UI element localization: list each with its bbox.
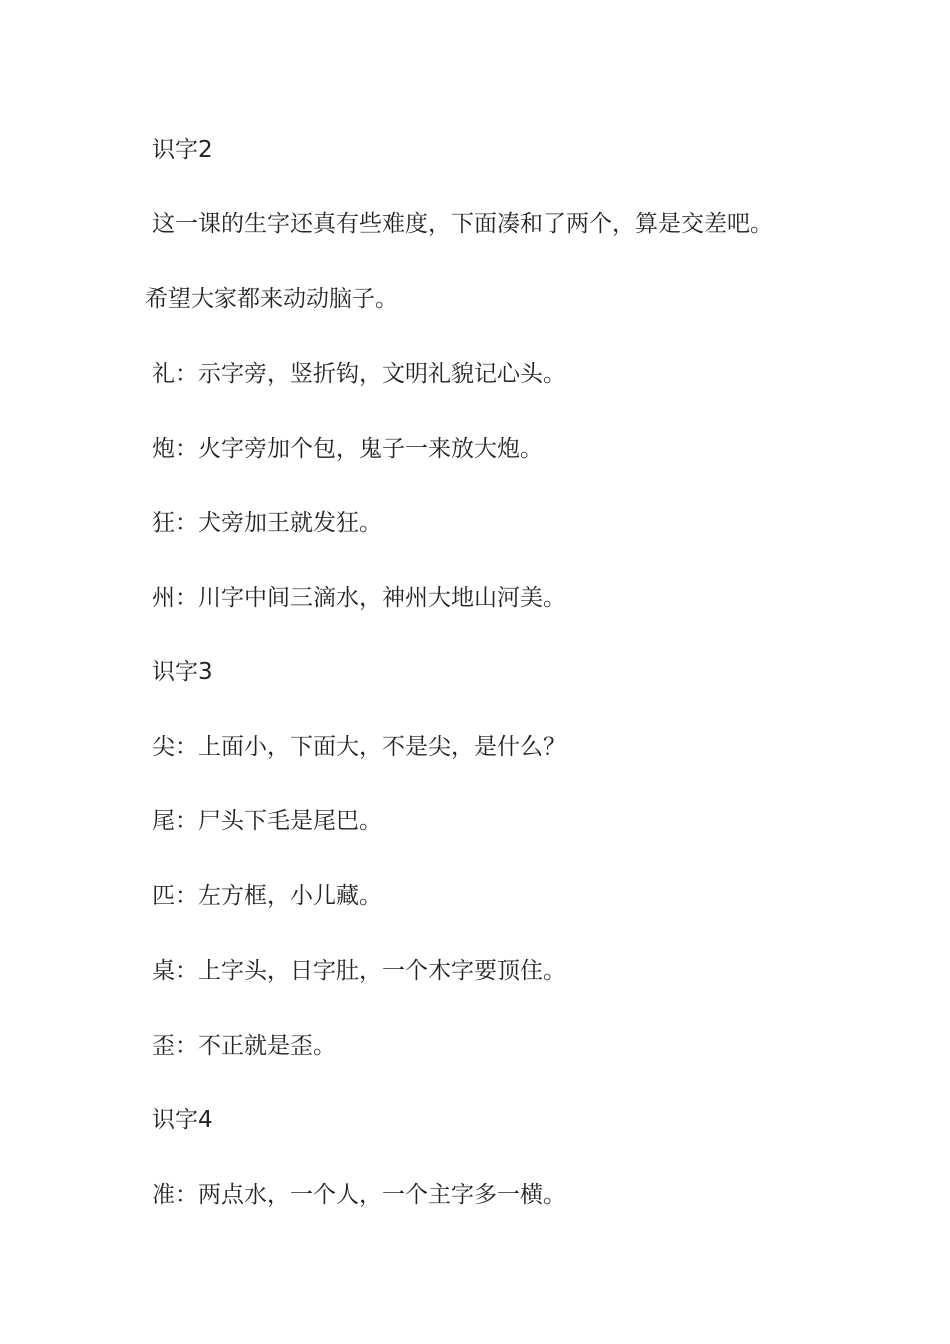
- rhyme-pao: 炮：火字旁加个包，鬼子一来放大炮。: [152, 436, 543, 462]
- section-heading-2: 识字2: [152, 137, 213, 163]
- rhyme-zhun: 准：两点水，一个人，一个主字多一横。: [152, 1182, 566, 1208]
- rhyme-kuang: 狂：犬旁加王就发狂。: [152, 510, 382, 536]
- rhyme-pi: 匹：左方框，小儿藏。: [152, 883, 382, 909]
- rhyme-wei: 尾：尸头下毛是尾巴。: [152, 808, 382, 834]
- rhyme-zhou: 州：川字中间三滴水，神州大地山河美。: [152, 585, 566, 611]
- rhyme-jian: 尖：上面小，下面大，不是尖，是什么？: [152, 734, 566, 760]
- section-heading-4: 识字4: [152, 1107, 213, 1133]
- rhyme-wai: 歪：不正就是歪。: [152, 1033, 336, 1059]
- intro-line-1: 这一课的生字还真有些难度，下面凑和了两个，算是交差吧。: [152, 211, 773, 237]
- intro-line-2: 希望大家都来动动脑子。: [145, 286, 398, 312]
- rhyme-li: 礼：示字旁，竖折钩，文明礼貌记心头。: [152, 361, 566, 387]
- rhyme-zhuo: 桌：上字头，日字肚，一个木字要顶住。: [152, 958, 566, 984]
- section-heading-3: 识字3: [152, 659, 213, 685]
